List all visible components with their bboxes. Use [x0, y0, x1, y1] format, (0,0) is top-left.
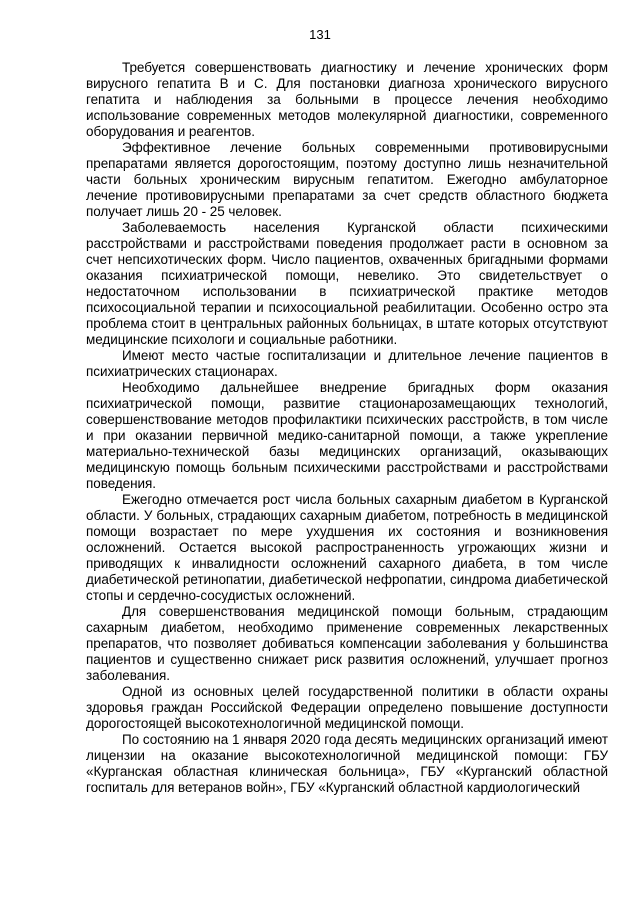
- paragraph-psychiatric-care: Необходимо дальнейшее внедрение бригадных форм оказания психиатрической помощи, развитие стационарозамещающих технологий, совершенствование методов профилактики психических расстройств, в том числе и при оказании первичной медико-санитарной помощи, а также укрепление материально-технической базы медицинских организаций, оказывающих медицинскую помощь больным психическими расстройствами и расстройствами поведения.: [86, 380, 608, 491]
- paragraph-antiviral-treatment: Эффективное лечение больных современными противовирусными препаратами является дорогостоящим, поэтому доступно лишь незначительной части больных хроническим вирусным гепатитом. Ежегодно амбулаторное лечение противовирусными препаратами за счет средств областного бюджета получает лишь 20 - 25 человек.: [86, 140, 608, 219]
- paragraph-high-tech-policy: Одной из основных целей государственной политики в области охраны здоровья граждан Российской Федерации определено повышение доступности дорогостоящей высокотехнологичной медицинской помощи.: [86, 684, 608, 731]
- body-text: [86, 60, 608, 796]
- paragraph-hospitalizations: Имеют место частые госпитализации и длительное лечение пациентов в психиатрических стационарах.: [86, 348, 608, 379]
- paragraph-licenses: По состоянию на 1 января 2020 года десять медицинских организаций имеют лицензии на оказание высокотехнологичной медицинской помощи: ГБУ «Курганская областная клиническая больница», ГБУ «Курганский областной госпиталь для ветеранов войн», ГБУ «Курганский областной кардиологический: [86, 732, 608, 795]
- paragraph-hepatitis-diagnostics: Требуется совершенствовать диагностику и лечение хронических форм вирусного гепатита В и С. Для постановки диагноза хронического вирусного гепатита и наблюдения за больными в процессе лечения необходимо использование современных методов молекулярной диагностики, современного оборудования и реагентов.: [86, 60, 608, 139]
- paragraph-diabetes-growth: Ежегодно отмечается рост числа больных сахарным диабетом в Курганской области. У больных, страдающих сахарным диабетом, потребность в медицинской помощи возрастает по мере ухудшения их состояния и возникновения осложнений. Остается высокой распространенность угрожающих жизни и приводящих к инвалидности осложнений сахарного диабета, в том числе диабетической ретинопатии, диабетической нефропатии, синдрома диабетической стопы и сердечно-сосудистых осложнений.: [86, 492, 608, 603]
- paragraph-mental-disorders: Заболеваемость населения Курганской области психическими расстройствами и расстройствами поведения продолжает расти в основном за счет непсихотических форм. Число пациентов, охваченных бригадными формами оказания психиатрической помощи, невелико. Это свидетельствует о недостаточном использовании в психиатрической практике методов психосоциальной терапии и психосоциальной реабилитации. Особенно остро эта проблема стоит в центральных районных больницах, в штате которых отсутствуют медицинские психологи и социальные работники.: [86, 220, 608, 347]
- page-number: 131: [309, 27, 331, 42]
- paragraph-diabetes-care: Для совершенствования медицинской помощи больным, страдающим сахарным диабетом, необходимо применение современных лекарственных препаратов, что позволяет добиваться компенсации заболевания у большинства пациентов и существенно снижает риск развития осложнений, улучшает прогноз заболевания.: [86, 604, 608, 683]
